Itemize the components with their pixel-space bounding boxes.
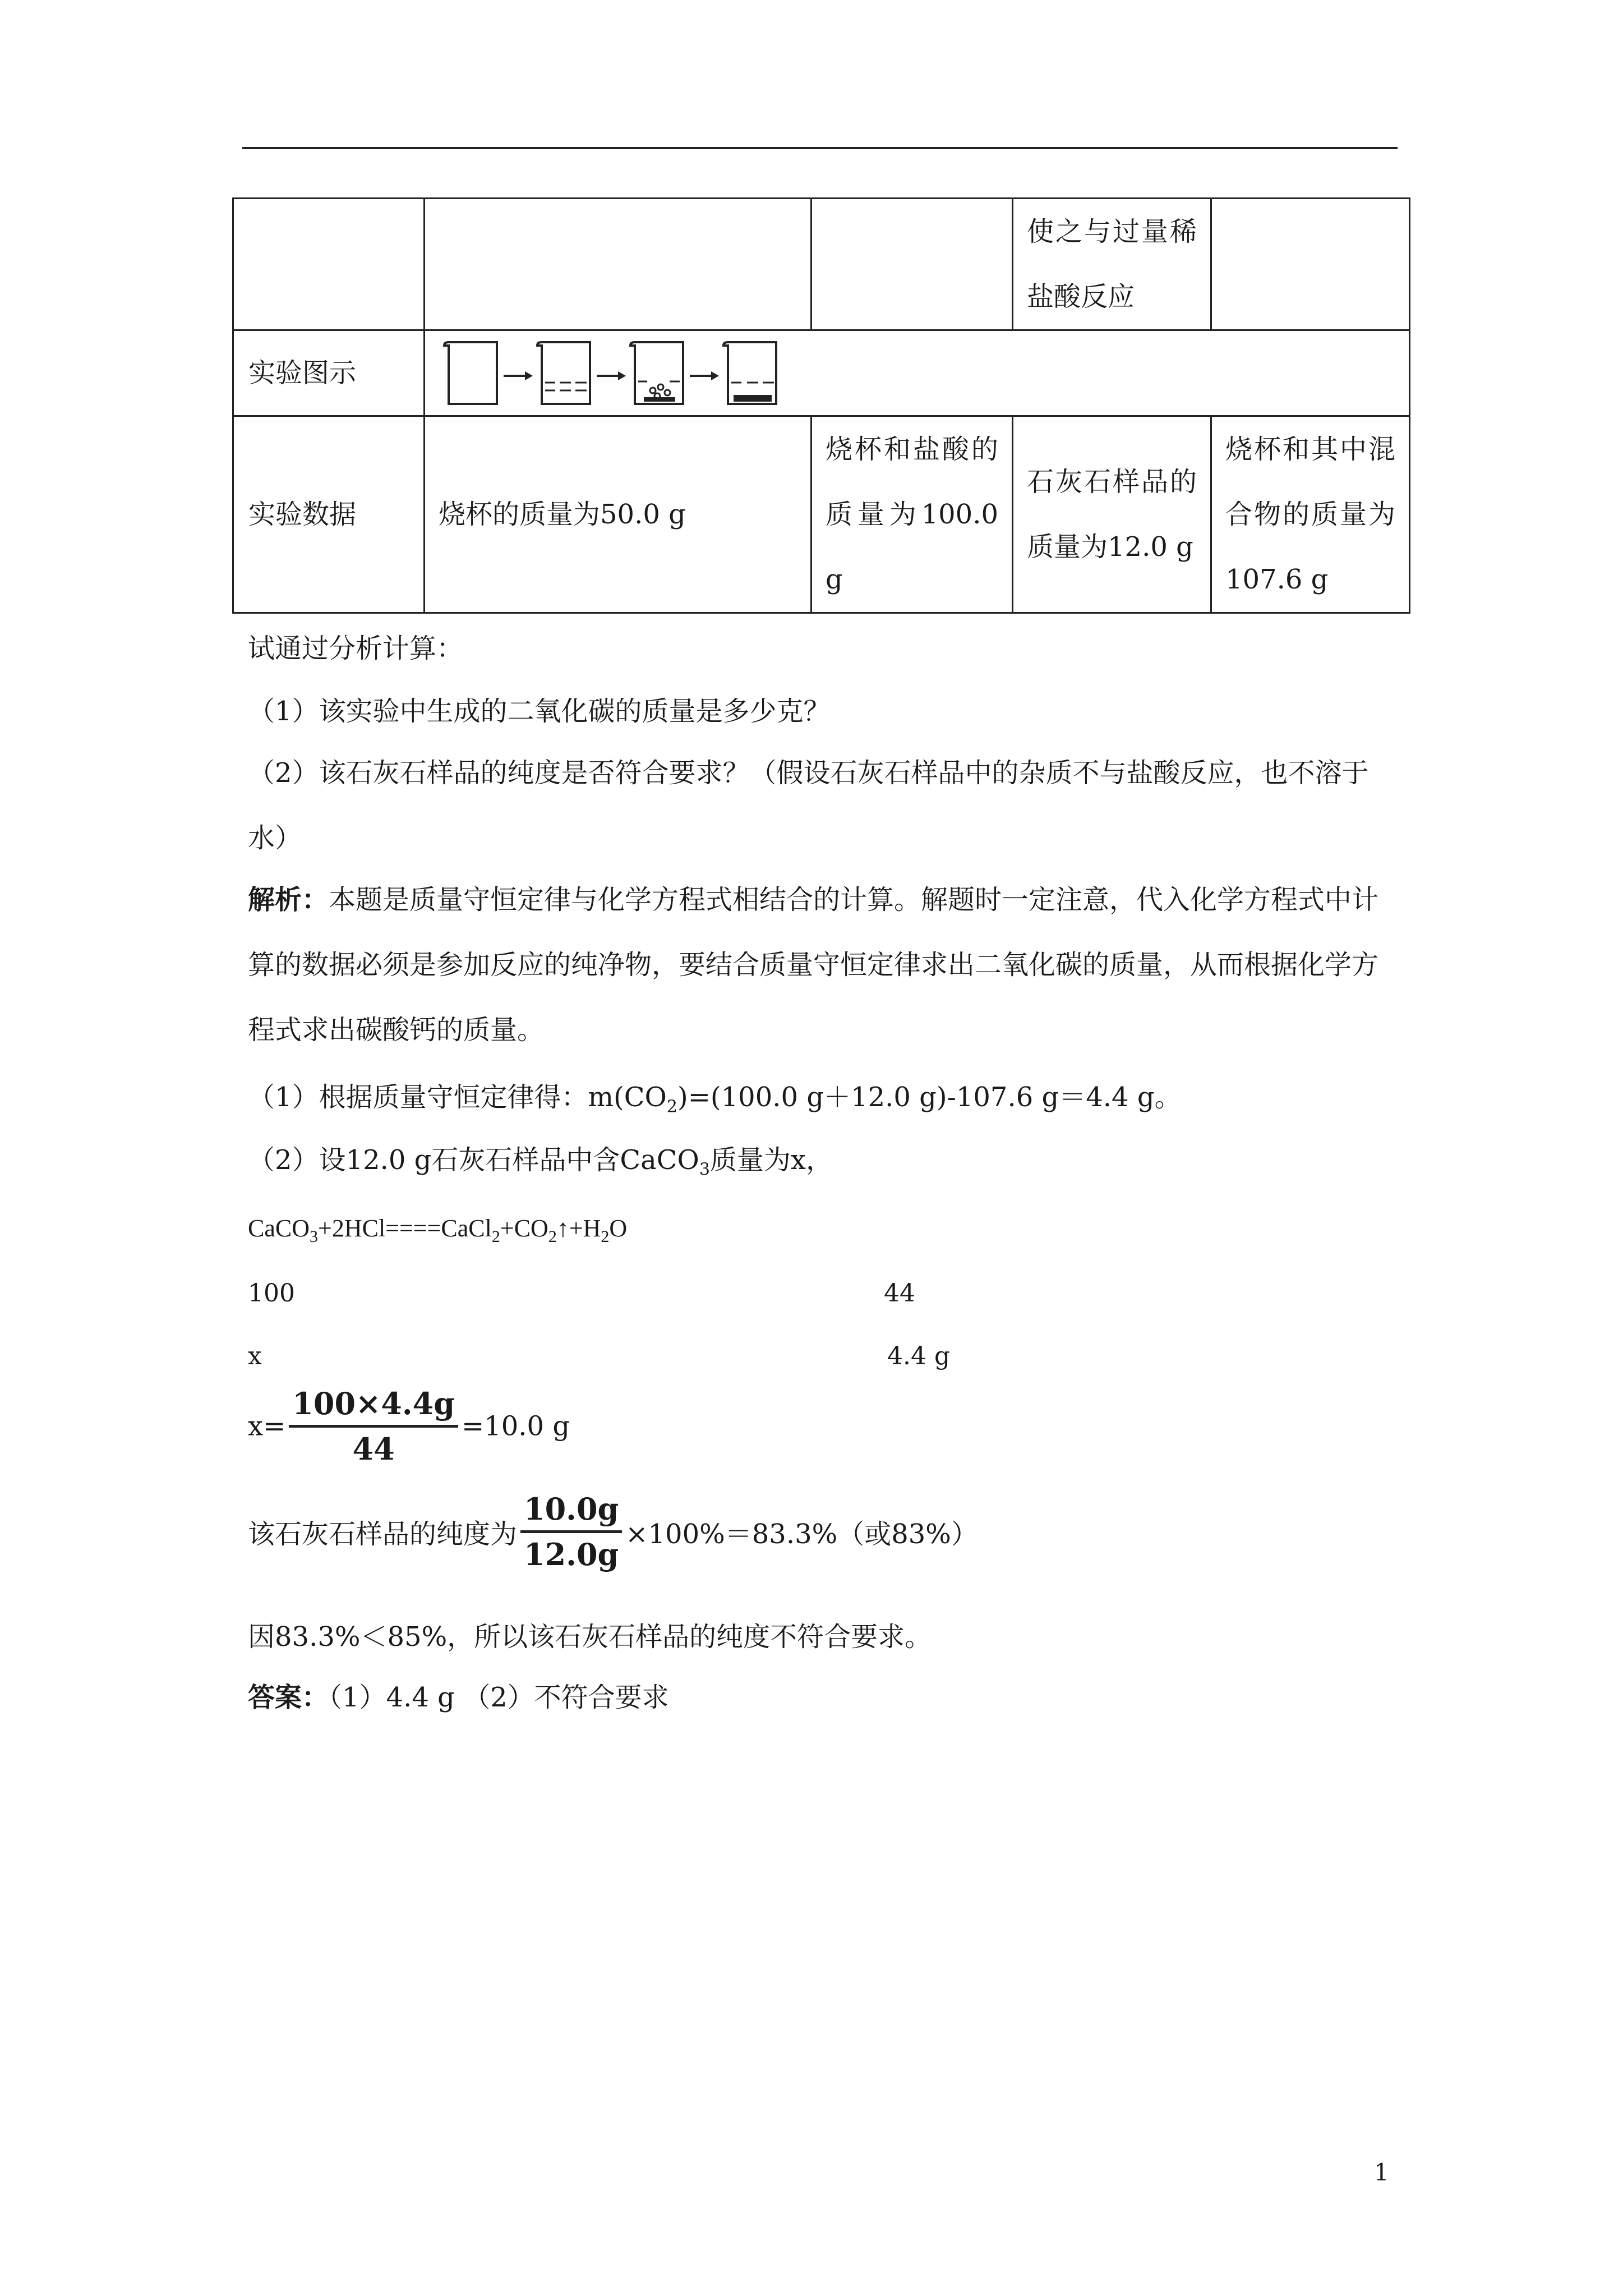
- row-label-diagram: 实验图示: [233, 330, 425, 416]
- step-description: 使之与过量稀盐酸反应: [1027, 216, 1197, 312]
- analysis-label: 解析：: [248, 884, 329, 915]
- sample-mass-cell: 石灰石样品的质量为12.0 g: [1013, 416, 1211, 613]
- conclusion-text: 因83.3%＜85%，所以该石灰石样品的纯度不符合要求。: [248, 1621, 932, 1653]
- unknown-x: x: [248, 1342, 262, 1370]
- table-row: [233, 416, 1410, 613]
- molar-mass-caco3: 100: [248, 1279, 295, 1308]
- table-cell: [425, 199, 811, 330]
- diagram-cell: [425, 330, 1410, 416]
- answer-text: （1）4.4 g （2）不符合要求: [329, 1682, 669, 1713]
- purity-fraction: $\frac{10.0g}{12.0g}$: [520, 1491, 622, 1572]
- page-number: 1: [1374, 2159, 1389, 2186]
- table-cell: [1211, 199, 1410, 330]
- question-2: （2）该石灰石样品的纯度是否符合要求？（假设石灰石样品中的杂质不与盐酸反应，也不溶于水）: [248, 757, 1369, 854]
- beaker-reacting-icon: [630, 342, 683, 404]
- beaker-sequence-diagram: [439, 337, 800, 409]
- beaker-residue-icon: [723, 342, 776, 404]
- step-1: （1）根据质量守恒定律得：$m(CO_2)=(100.0$ g＋12.0 g)-107.6 g＝4.4 g。: [248, 1082, 1182, 1117]
- x-fraction: $\frac{100\times 4.4g}{44}$: [289, 1386, 458, 1467]
- molar-mass-co2: 44: [884, 1279, 915, 1308]
- question-1: （1）该实验中生成的二氧化碳的质量是多少克？: [248, 696, 831, 727]
- table-row: [233, 330, 1410, 416]
- beaker-empty-icon: [444, 342, 497, 404]
- chemical-equation: $CaCO_3+2HCl====CaCl_2+CO_2↑+H_2O$: [248, 1214, 628, 1246]
- co2-mass-value: 4.4 g: [887, 1342, 951, 1370]
- table-cell: [233, 199, 425, 330]
- beaker-acid-icon: [537, 342, 590, 404]
- table-cell: [1013, 199, 1211, 330]
- answer-line: [248, 1665, 1398, 1730]
- step-2: （2）设12.0 g石灰石样品中含CaCO$_3$质量为x，: [248, 1144, 833, 1180]
- mixture-mass-cell: 烧杯和其中混合物的质量为107.6 g: [1211, 416, 1410, 613]
- analysis-text: 本题是质量守恒定律与化学方程式相结合的计算。解题时一定注意，代入化学方程式中计算的数据必须是参加反应的纯净物，要结合质量守恒定律求出二氧化碳的质量，从而根据化学方程式求出碳酸钙的质量。: [248, 884, 1379, 1046]
- beaker-mass-cell: 烧杯的质量为50.0 g: [425, 416, 811, 613]
- experiment-table: [232, 197, 1410, 614]
- row-label-data: 实验数据: [233, 416, 425, 613]
- answer-label: 答案：: [248, 1682, 329, 1713]
- table-row: [233, 199, 1410, 330]
- table-cell: [811, 199, 1013, 330]
- intro-text: 试通过分析计算：: [248, 633, 464, 664]
- purity-calculation: 该石灰石样品的纯度为 $\frac{10.0g}{12.0g}$ ×100%＝83.3%（或83%）: [248, 1491, 978, 1572]
- analysis-paragraph: [248, 867, 1398, 1062]
- header-rule: [242, 147, 1398, 149]
- beaker-acid-mass-cell: 烧杯和盐酸的质量为100.0 g: [811, 416, 1013, 613]
- x-calculation: x= $\frac{100\times 4.4g}{44}$ =10.0 g: [248, 1386, 570, 1467]
